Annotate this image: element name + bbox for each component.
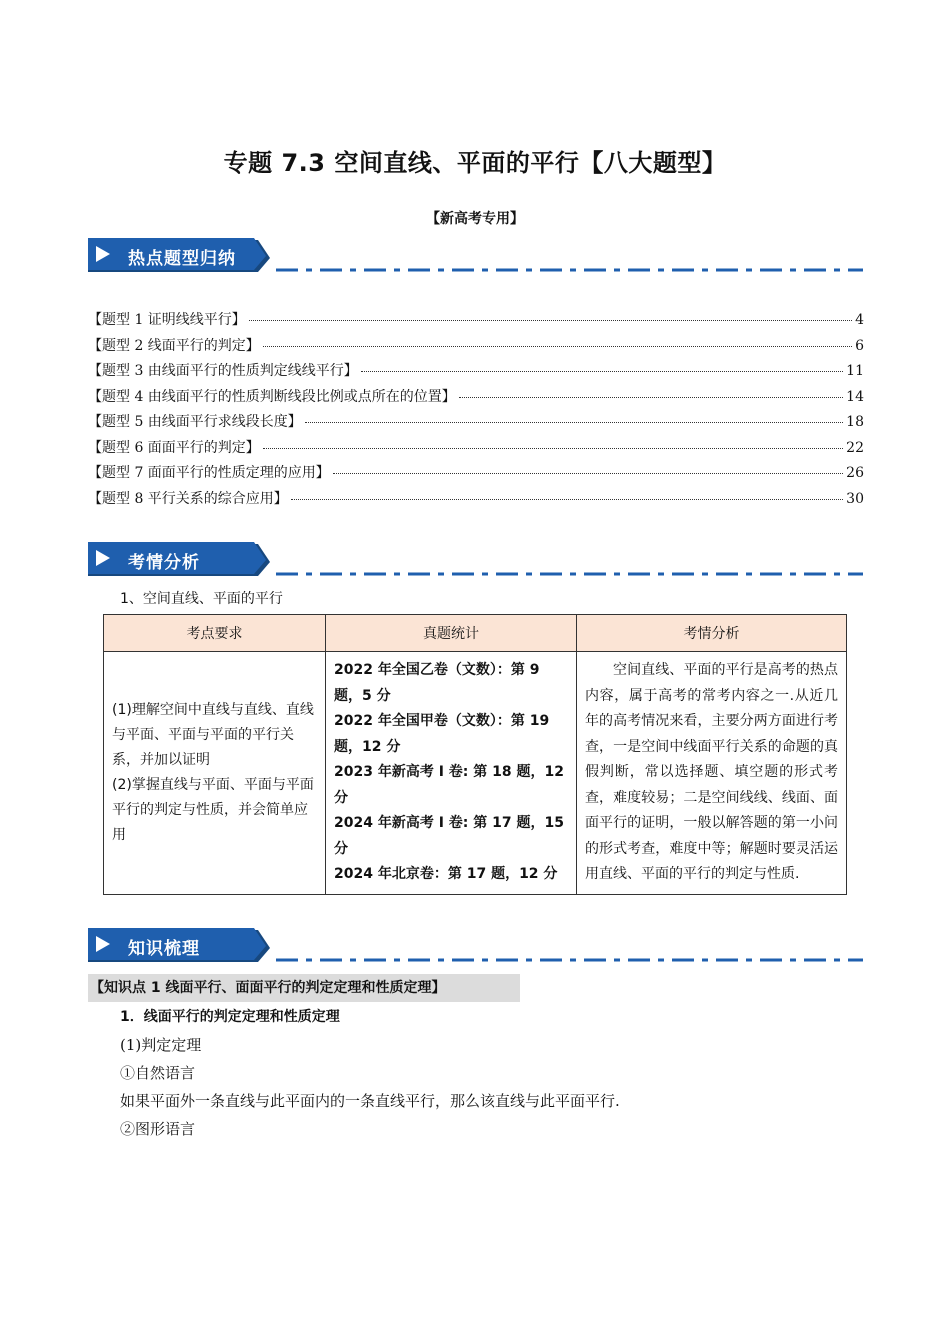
toc-item[interactable]: 【题型 3 由线面平行的性质判定线线平行】 11: [88, 363, 864, 379]
analysis-subtitle: 1、空间直线、平面的平行: [120, 591, 283, 607]
stats-cell: 2022 年全国乙卷（文数）：第 9 题，5 分 2022 年全国甲卷（文数）：第 19 题，12 分 2023 年新高考 I 卷: 第 18 题，12 分 2024 年新高考 I 卷: 第 17 题，15 分 2024 年北京卷：第 17 题，12 分: [326, 652, 577, 895]
knowledge-text: 如果平面外一条直线与此平面内的一条直线平行，那么该直线与此平面平行.: [120, 1092, 620, 1110]
banner-shape: [88, 542, 868, 582]
table-header: 真题统计: [326, 615, 577, 652]
exam-analysis-table: [103, 614, 847, 895]
knowledge-subheading: (1)判定定理: [120, 1036, 202, 1054]
page-subtitle: 【新高考专用】: [426, 211, 524, 227]
toc-item[interactable]: 【题型 4 由线面平行的性质判断线段比例或点所在的位置】 14: [88, 388, 864, 405]
knowledge-subheading: ①自然语言: [120, 1064, 196, 1082]
section-banner-analysis: [88, 542, 868, 582]
table-header: 考情分析: [577, 615, 847, 652]
toc-item[interactable]: 【题型 2 线面平行的判定】 6: [88, 337, 864, 354]
knowledge-subheading: ②图形语言: [120, 1120, 196, 1138]
requirements-cell: (1)理解空间中直线与直线、直线与平面、平面与平面的平行关系，并加以证明 (2)掌握直线与平面、平面与平面平行的判定与性质，并会简单应用: [104, 652, 326, 895]
analysis-cell: 空间直线、平面的平行是高考的热点内容，属于高考的常考内容之一.从近几年的高考情况来看，主要分两方面进行考查，一是空间中线面平行关系的命题的真假判断，常以选择题、填空题的形式考查，难度较易；二是空间线线、线面、面面平行的证明，一般以解答题的第一小问的形式考查，难度中等；解题时要灵活运用直线、平面的平行的判定与性质.: [577, 652, 847, 895]
toc-item[interactable]: 【题型 1 证明线线平行】 4: [88, 312, 864, 328]
knowledge-heading: 1．线面平行的判定定理和性质定理: [120, 1009, 340, 1025]
banner-shape: [88, 928, 868, 968]
knowledge-point-title: 【知识点 1 线面平行、面面平行的判定定理和性质定理】: [88, 974, 520, 1002]
banner-title: 热点题型归纳: [128, 249, 236, 269]
toc-item[interactable]: 【题型 7 面面平行的性质定理的应用】 26: [88, 465, 864, 481]
section-banner-hot: [88, 238, 868, 278]
toc-item[interactable]: 【题型 6 面面平行的判定】 22: [88, 439, 864, 456]
toc-item[interactable]: 【题型 8 平行关系的综合应用】 30: [88, 490, 864, 507]
toc-item[interactable]: 【题型 5 由线面平行求线段长度】 18: [88, 414, 864, 430]
table-of-contents: [88, 309, 864, 513]
page-title: 专题 7.3 空间直线、平面的平行【八大题型】: [223, 149, 727, 177]
banner-title: 知识梳理: [128, 939, 200, 959]
section-banner-knowledge: [88, 928, 868, 968]
table-header: 考点要求: [104, 615, 326, 652]
banner-title: 考情分析: [128, 553, 200, 573]
